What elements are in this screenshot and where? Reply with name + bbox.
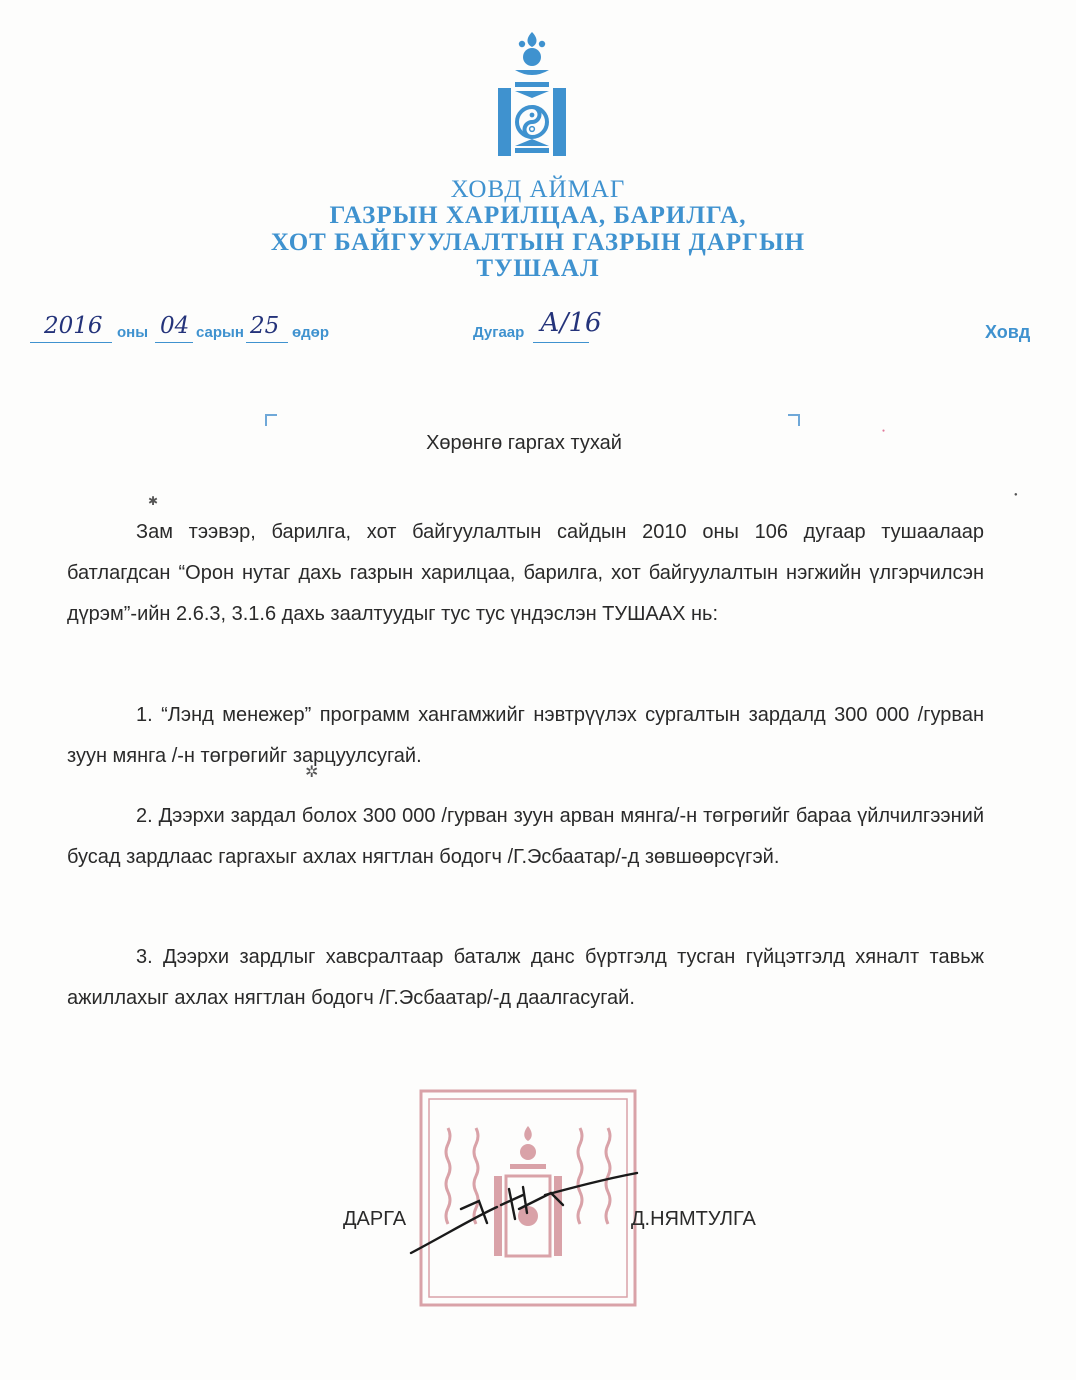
subject-bracket-left (265, 414, 277, 426)
year-label: оны (117, 324, 149, 341)
day-underline (246, 342, 288, 343)
order-item-3: 3. Дээрхи зардлыг хавсралтаар баталж данс бүртгэлд тусган гүйцэтгэлд хяналт тавьж ажиллахыг ахлах нягтлан бодогч /Г.Эсбаатар/-д даалгасугай. (67, 946, 984, 1009)
day-label: өдөр (292, 324, 330, 341)
scan-speck: ✱ (148, 494, 159, 508)
date-day: 25 (250, 313, 280, 339)
year-underline (30, 342, 112, 343)
document-number: А/16 (540, 308, 602, 338)
signatory-title: ДАРГА (343, 1208, 407, 1230)
header-org-line-1: ГАЗРЫН ХАРИЛЦАА, БАРИЛГА, (329, 202, 747, 229)
intro-paragraph: Зам тээвэр, барилга, хот байгуулалтын сайдын 2010 оны 106 дугаар тушаалаар батлагдсан “Орон нутаг дахь газрын харилцаа, барилга, хот байгуулалтын нэгжийн үлгэрчилсэн дүрэм”-ийн 2.6.3, 3.1.6 дахь заалтуудыг тус тус үндэслэн ТУШААХ нь: (67, 521, 984, 625)
soyombo-emblem-icon (496, 30, 568, 160)
scan-speck: ● (1014, 492, 1018, 498)
date-month: 04 (160, 313, 190, 339)
order-item-2: 2. Дээрхи зардал болох 300 000 /гурван зуун арван мянга/-н төгрөгийг бараа үйлчилгээний бусад зардлаас гаргахыг ахлах нягтлан бодогч /Г.Эсбаатар/-д зөвшөөрсүгэй. (67, 805, 984, 868)
month-label: сарын (196, 324, 244, 341)
scan-speck: ✲ (305, 764, 319, 781)
handwritten-signature (405, 1165, 645, 1265)
scan-speck: ● (882, 428, 886, 434)
order-item-1: 1. “Лэнд менежер” программ хангамжийг нэвтрүүлэх сургалтын зардалд 300 000 /гурван зуун мянга /-н төгрөгийг зарцуулсугай. (67, 704, 984, 767)
date-year: 2016 (44, 313, 103, 339)
header-aimag: ХОВД АЙМАГ (450, 176, 626, 203)
number-label: Дугаар (473, 324, 525, 341)
header-doc-type: ТУШААЛ (476, 255, 600, 282)
header-org-line-2: ХОТ БАЙГУУЛАЛТЫН ГАЗРЫН ДАРГЫН (270, 229, 806, 256)
number-underline (533, 342, 589, 343)
month-underline (155, 342, 193, 343)
signatory-name: Д.НЯМТУЛГА (631, 1208, 756, 1230)
subject-bracket-right (788, 414, 800, 426)
document-subject: Хөрөнгө гаргах тухай (426, 432, 622, 454)
city: Ховд (985, 322, 1031, 342)
